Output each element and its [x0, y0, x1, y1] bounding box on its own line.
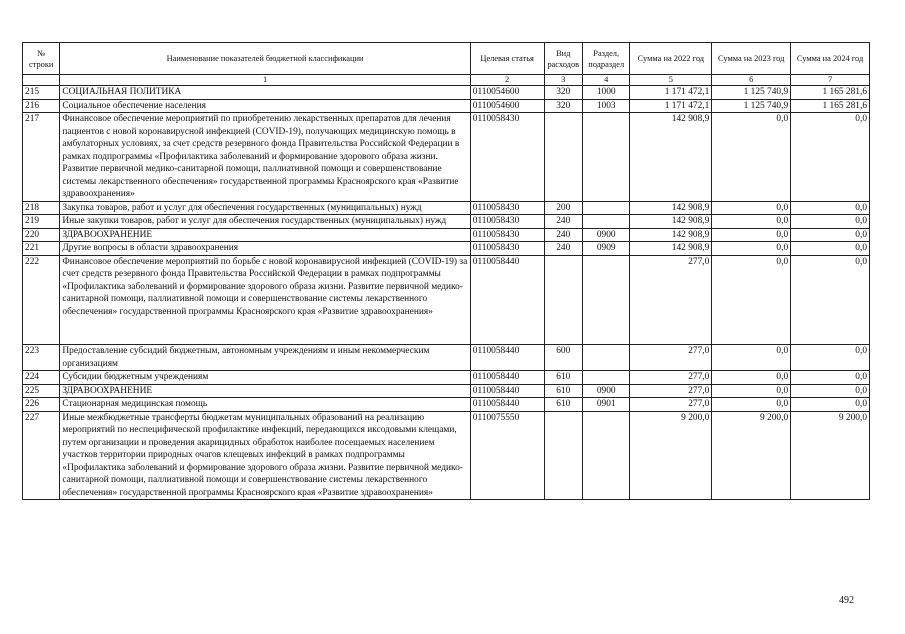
row-target-article: 0110054600 [470, 99, 544, 113]
row-expense-kind: 320 [544, 86, 582, 100]
row-sum-2022: 142 908,9 [630, 228, 712, 242]
row-target-article: 0110054600 [470, 86, 544, 100]
row-sum-2023: 1 125 740,9 [712, 99, 791, 113]
row-number: 216 [23, 99, 60, 113]
row-sum-2022: 1 171 472,1 [630, 86, 712, 100]
table-row [23, 345, 870, 371]
column-number-row [23, 75, 870, 86]
row-sum-2024: 1 165 281,6 [791, 86, 870, 100]
row-number: 226 [23, 398, 60, 412]
row-expense-kind: 600 [544, 345, 582, 371]
row-sum-2022: 277,0 [630, 345, 712, 371]
row-expense-kind [544, 255, 582, 345]
row-sum-2024: 0,0 [791, 255, 870, 345]
row-number: 219 [23, 215, 60, 229]
row-section: 0900 [582, 384, 630, 398]
row-section [582, 113, 630, 202]
table-row [23, 242, 870, 256]
row-number: 218 [23, 201, 60, 215]
column-number: 2 [470, 75, 544, 86]
row-expense-kind: 240 [544, 242, 582, 256]
column-number: 5 [630, 75, 712, 86]
row-sum-2024: 0,0 [791, 398, 870, 412]
row-sum-2023: 0,0 [712, 215, 791, 229]
row-section [582, 345, 630, 371]
row-section: 0901 [582, 398, 630, 412]
column-number: 1 [60, 75, 470, 86]
column-number [23, 75, 60, 86]
table-row [23, 255, 870, 345]
row-name: Иные закупки товаров, работ и услуг для обеспечения государственных (муниципальных) нужд [60, 215, 470, 229]
column-number: 6 [712, 75, 791, 86]
row-sum-2023: 0,0 [712, 113, 791, 202]
row-sum-2022: 142 908,9 [630, 215, 712, 229]
row-sum-2024: 0,0 [791, 384, 870, 398]
table-row [23, 411, 870, 500]
row-number: 221 [23, 242, 60, 256]
row-sum-2022: 9 200,0 [630, 411, 712, 500]
row-expense-kind: 240 [544, 215, 582, 229]
row-target-article: 0110058430 [470, 113, 544, 202]
table-row [23, 86, 870, 100]
row-sum-2023: 0,0 [712, 371, 791, 385]
row-number: 222 [23, 255, 60, 345]
row-sum-2024: 0,0 [791, 201, 870, 215]
row-sum-2022: 142 908,9 [630, 201, 712, 215]
header-row-number: № строки [23, 43, 60, 75]
header-section: Раздел, подраздел [582, 43, 630, 75]
row-name: СОЦИАЛЬНАЯ ПОЛИТИКА [60, 86, 470, 100]
budget-table [22, 42, 870, 500]
column-number: 7 [791, 75, 870, 86]
row-target-article: 0110058440 [470, 371, 544, 385]
row-target-article: 0110058430 [470, 228, 544, 242]
row-expense-kind [544, 411, 582, 500]
row-section [582, 411, 630, 500]
row-name: Стационарная медицинская помощь [60, 398, 470, 412]
row-sum-2023: 0,0 [712, 201, 791, 215]
row-name: Другие вопросы в области здравоохранения [60, 242, 470, 256]
row-sum-2022: 277,0 [630, 371, 712, 385]
row-expense-kind: 610 [544, 384, 582, 398]
table-body [23, 86, 870, 500]
row-section [582, 255, 630, 345]
row-target-article: 0110058430 [470, 242, 544, 256]
row-name: Финансовое обеспечение мероприятий по борьбе с новой коронавирусной инфекцией (COVID-19) за счет средств резервного фонда Правительства Российской Федерации в рамках подпрограммы «Профилактика заболеваний и формирование здорового образа жизни. Развитие первичной медико-санитарной помощи, паллиативной помощи и совершенствование системы лекарственного обеспечения» государственной программы Красноярского края «Развитие здравоохранения» [60, 255, 470, 345]
row-number: 220 [23, 228, 60, 242]
header-expense-kind: Вид расходов [544, 43, 582, 75]
header-target-article: Целевая статья [470, 43, 544, 75]
row-sum-2024: 0,0 [791, 113, 870, 202]
column-number: 3 [544, 75, 582, 86]
column-number: 4 [582, 75, 630, 86]
row-sum-2024: 9 200,0 [791, 411, 870, 500]
row-sum-2024: 1 165 281,6 [791, 99, 870, 113]
row-sum-2023: 0,0 [712, 228, 791, 242]
row-target-article: 0110058440 [470, 398, 544, 412]
row-section: 0909 [582, 242, 630, 256]
row-sum-2023: 1 125 740,9 [712, 86, 791, 100]
row-target-article: 0110058430 [470, 215, 544, 229]
row-sum-2022: 1 171 472,1 [630, 99, 712, 113]
row-section: 1003 [582, 99, 630, 113]
table-row [23, 398, 870, 412]
row-sum-2022: 277,0 [630, 255, 712, 345]
row-section: 0900 [582, 228, 630, 242]
row-name: Иные межбюджетные трансферты бюджетам муниципальных образований на реализацию мероприятий по неспецифической профилактике инфекций, передающихся иксодовыми клещами, путем организации и проведения акарицидных обработок наиболее посещаемых населением участков территории природных очагов клещевых инфекций в рамках подпрограммы «Профилактика заболеваний и формирование здорового образа жизни. Развитие первичной медико-санитарной помощи, паллиативной помощи и совершенствование системы лекарственного обеспечения» государственной программы Красноярского края «Развитие здравоохранения» [60, 411, 470, 500]
row-number: 227 [23, 411, 60, 500]
row-number: 223 [23, 345, 60, 371]
row-sum-2022: 142 908,9 [630, 113, 712, 202]
row-sum-2023: 9 200,0 [712, 411, 791, 500]
row-sum-2024: 0,0 [791, 242, 870, 256]
row-target-article: 0110075550 [470, 411, 544, 500]
row-expense-kind: 610 [544, 398, 582, 412]
row-section [582, 215, 630, 229]
row-sum-2022: 277,0 [630, 384, 712, 398]
row-expense-kind: 200 [544, 201, 582, 215]
row-sum-2023: 0,0 [712, 255, 791, 345]
table-row [23, 384, 870, 398]
header-sum-2022: Сумма на 2022 год [630, 43, 712, 75]
table-row [23, 371, 870, 385]
header-name: Наименование показателей бюджетной классификации [60, 43, 470, 75]
table-header-row [23, 43, 870, 75]
table-row [23, 99, 870, 113]
row-number: 224 [23, 371, 60, 385]
row-number: 225 [23, 384, 60, 398]
row-sum-2024: 0,0 [791, 345, 870, 371]
row-section [582, 201, 630, 215]
row-sum-2022: 142 908,9 [630, 242, 712, 256]
row-target-article: 0110058440 [470, 384, 544, 398]
row-name: Финансовое обеспечение мероприятий по приобретению лекарственных препаратов для лечения пациентов с новой коронавирусной инфекцией (COVID-19), получающих медицинскую помощь в амбулаторных условиях, за счет средств резервного фонда Правительства Российской Федерации в рамках подпрограммы «Профилактика заболеваний и формирование здорового образа жизни. Развитие первичной медико-санитарной помощи, паллиативной помощи и совершенствование системы лекарственного обеспечения» государственной программы Красноярского края «Развитие здравоохранения» [60, 113, 470, 202]
row-target-article: 0110058430 [470, 201, 544, 215]
row-sum-2024: 0,0 [791, 228, 870, 242]
row-name: Предоставление субсидий бюджетным, автономным учреждениям и иным некоммерческим организациям [60, 345, 470, 371]
row-sum-2023: 0,0 [712, 345, 791, 371]
row-name: Субсидии бюджетным учреждениям [60, 371, 470, 385]
row-name: Социальное обеспечение населения [60, 99, 470, 113]
row-sum-2023: 0,0 [712, 384, 791, 398]
row-section: 1000 [582, 86, 630, 100]
row-sum-2024: 0,0 [791, 371, 870, 385]
row-sum-2022: 277,0 [630, 398, 712, 412]
row-expense-kind: 240 [544, 228, 582, 242]
row-name: ЗДРАВООХРАНЕНИЕ [60, 228, 470, 242]
header-sum-2024: Сумма на 2024 год [791, 43, 870, 75]
row-section [582, 371, 630, 385]
row-sum-2023: 0,0 [712, 398, 791, 412]
page-number: 492 [839, 595, 854, 606]
row-name: Закупка товаров, работ и услуг для обеспечения государственных (муниципальных) нужд [60, 201, 470, 215]
row-expense-kind [544, 113, 582, 202]
row-sum-2023: 0,0 [712, 242, 791, 256]
row-expense-kind: 320 [544, 99, 582, 113]
header-sum-2023: Сумма на 2023 год [712, 43, 791, 75]
row-sum-2024: 0,0 [791, 215, 870, 229]
row-target-article: 0110058440 [470, 345, 544, 371]
row-name: ЗДРАВООХРАНЕНИЕ [60, 384, 470, 398]
row-number: 217 [23, 113, 60, 202]
row-number: 215 [23, 86, 60, 100]
row-target-article: 0110058440 [470, 255, 544, 345]
table-row [23, 113, 870, 202]
table-row [23, 228, 870, 242]
table-row [23, 215, 870, 229]
table-row [23, 201, 870, 215]
row-expense-kind: 610 [544, 371, 582, 385]
